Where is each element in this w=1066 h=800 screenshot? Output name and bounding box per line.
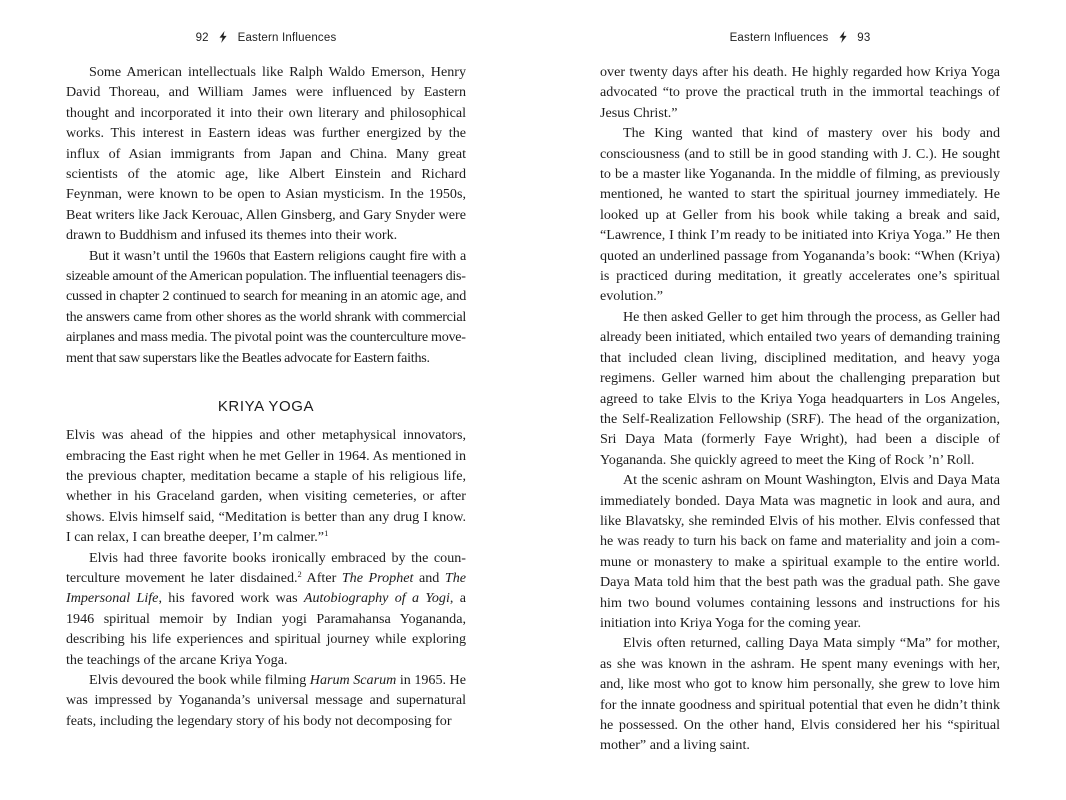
paragraph-text: , his favored work was: [158, 590, 304, 607]
book-title: The Impersonal Life: [66, 569, 466, 607]
paragraph: [66, 548, 466, 670]
right-running-head: [600, 31, 1000, 44]
lightning-bolt-icon: [838, 31, 848, 43]
lightning-bolt-icon: [218, 31, 228, 43]
left-body-text: [66, 62, 466, 731]
left-page-number: 92: [195, 32, 209, 44]
section-heading: KRIYA YOGA: [217, 398, 315, 416]
footnote-ref: 2: [297, 568, 302, 579]
paragraph-text: , a 1946 spiritual memoir by Indian yogi Paramahansa Yogananda, describing his life experiences and spiritual journey while exploring the teachings of the arcane Kriya Yoga.: [66, 590, 466, 668]
book-title: Autobiography of a Yogi: [303, 590, 450, 607]
footnote-ref: 1: [324, 528, 329, 539]
book-title: The Prophet: [341, 569, 414, 586]
paragraph-text: and: [413, 569, 445, 586]
paragraph-text: in 1965. He was impressed by Yogananda’s universal message and supernatural feats, including the legendary story of his body not decomposing for: [66, 671, 466, 729]
paragraph: He then asked Geller to get him through the process, as Geller had already been initiated, which entailed two years of demanding training that included clean living, disciplined meditation, and heavy yoga regimens. Geller warned him about the challenging preparation but agreed to take Elvis to the Kriya Yoga headquarters in Los Angeles, the Self-Realization Fellowship (SRF). The head of the organization, Sri Daya Mata (formerly Faye Wright), had been a disciple of Yogananda. She quickly agreed to meet the King of Rock ’n’ Roll.: [600, 308, 1000, 468]
left-running-title: Eastern Influences: [237, 32, 337, 44]
left-running-head: [66, 31, 466, 44]
film-title: Harum Scarum: [309, 671, 397, 688]
paragraph: But it wasn’t until the 1960s that Eastern religions caught fire with a sizeable amount of the American population. The influential teenagers discussed in chapter 2 continued to search for meaning in an atomic age, and the answers came from other shores as the world shrank with commercial airplanes and mass media. The pivotal point was the counterculture movement that saw superstars like the Beatles advocate for Eastern faiths.: [66, 247, 466, 366]
paragraph: At the scenic ashram on Mount Washington, Elvis and Daya Mata immediately bonded. Daya Mata was magnetic in look and aura, and like Blavatsky, she reminded Elvis of his mother. Elvis confessed that he was ready to turn his back on fame and materiality and join a commune or monastery to make a spiritual example to the entire world. Daya Mata told him that the best path was the gradual path. She gave him two bound volumes containing lessons and instructions for his initiation into Kriya Yoga for the coming year.: [600, 472, 1000, 631]
paragraph-text: Elvis was ahead of the hippies and other metaphysical innovators, embracing the East right when he met Geller in 1964. As mentioned in the previous chapter, meditation became a staple of his religious life, whether in his Graceland garden, when visiting cemeteries, or after shows. Elvis himself said, “Meditation is better than any drug I know. I can relax, I can breathe deeper, I’m calmer.”: [66, 427, 466, 546]
right-page-number: 93: [857, 32, 871, 44]
paragraph-text: After: [301, 569, 342, 586]
paragraph: [66, 425, 466, 547]
paragraph: Elvis often returned, calling Daya Mata simply “Ma” for mother, as she was known in the ashram. He spent many evenings with her, and, like most who got to know him personally, she grew to love him for the innate goodness and spiritual potential that even he didn’t think he possessed. On the other hand, Elvis considered her his “spiritual mother” and a living saint.: [600, 635, 1000, 754]
right-body-text: [600, 62, 1000, 756]
paragraph: Some American intellectuals like Ralph Waldo Emerson, Henry David Thoreau, and William James were influenced by Eastern thought and incorporated it into their own literary and philosophical works. This interest in Eastern ideas was further energized by the influx of Asian immigrants from Japan and China. Many great scientists of the atomic age, like Albert Einstein and Richard Feynman, were known to be open to Asian mysticism. In the 1950s, Beat writers like Jack Kerouac, Allen Ginsberg, and Gary Snyder were drawn to Buddhism and infused its themes into their work.: [66, 64, 466, 244]
paragraph-text: Elvis devoured the book while filming: [89, 671, 310, 688]
right-running-title: Eastern Influences: [729, 32, 829, 44]
paragraph: [66, 670, 466, 731]
paragraph: over twenty days after his death. He highly regarded how Kriya Yoga advocated “to prove the practical truth in the immortal teachings of Jesus Christ.”: [600, 64, 1000, 121]
paragraph: The King wanted that kind of mastery over his body and consciousness (and to still be in good standing with J. C.). He sought to be a master like Yogananda. In the middle of filming, as previously mentioned, he wanted to start the spiritual journey immediately. He looked up at Geller from his book while taking a break and said, “Lawrence, I think I’m ready to be initiated into Kriya Yoga.” He then quoted an underlined passage from Yogananda’s book: “When (Kriya) is practiced during meditation, it greatly accelerates one’s spiritual evolution.”: [600, 125, 1000, 305]
paragraph-text: Elvis had three favorite books ironically embraced by the counterculture movement he later disdained.: [66, 549, 466, 586]
